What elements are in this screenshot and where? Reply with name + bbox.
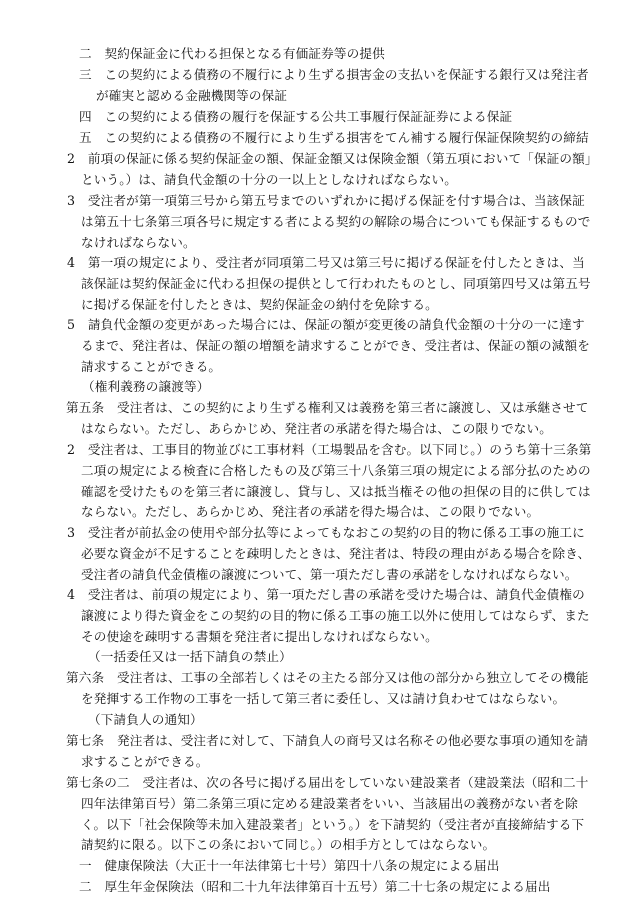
caption-article-6: （一括委任又は一括下請負の禁止） [88, 649, 292, 664]
paragraph-5: 5 請負代金額の変更があった場合には、保証の額が変更後の請負代金額の十分の一に達するまで、発注者は、保証の額の増額を請求することができ、受注者は、保証の額の減額を請求することができる。 [67, 317, 590, 374]
item-3-bank-guarantee: 三 この契約による債務の不履行により生ずる損害金の支払いを保証する銀行又は発注者が確実と認める金融機関等の保証 [79, 67, 589, 103]
item-4-bond: 四 この契約による債務の履行を保証する公共工事履行保証証券による保証 [79, 109, 513, 124]
article-5-paragraph-3: 3 受注者が前払金の使用や部分払等によってもなおこの契約の目的物に係る工事の施工に必要な資金が不足することを疎明したときは、発注者は、特段の理由がある場合を除き、受注者の請負代金債権の譲渡について、第一項ただし書の承諾をしなければならない。 [67, 525, 591, 582]
paragraph-4: 4 第一項の規定により、受注者が同項第二号又は第三号に掲げる保証を付したときは、当該保証は契約保証金に代わる担保の提供として行われたものとし、同項第四号又は第五号に掲げる保証を付したときは、契約保証金の納付を免除する。 [67, 255, 591, 312]
article-7-2-item-2: 二 厚生年金保険法（昭和二十九年法律第百十五号）第二十七条の規定による届出 [79, 879, 551, 894]
caption-article-7: （下請負人の通知） [88, 712, 203, 727]
article-7-2-item-1: 一 健康保険法（大正十一年法律第七十号）第四十八条の規定による届出 [79, 858, 500, 873]
paragraph-2: 2 前項の保証に係る契約保証金の額、保証金額又は保険金額（第五項において「保証の額」という。）は、請負代金額の十分の一以上としなければならない。 [67, 151, 592, 187]
item-2-securities: 二 契約保証金に代わる担保となる有価証券等の提供 [79, 46, 385, 61]
article-5: 第五条 受注者は、この契約により生ずる権利又は義務を第三者に譲渡し、又は承継させてはならない。ただし、あらかじめ、発注者の承諾を得た場合は、この限りでない。 [66, 400, 589, 436]
item-5-insurance: 五 この契約による債務の不履行により生ずる損害をてん補する履行保証保険契約の締結 [79, 130, 589, 145]
article-5-paragraph-4: 4 受注者は、前項の規定により、第一項ただし書の承諾を受けた場合は、請負代金債権の譲渡により得た資金をこの契約の目的物に係る工事の施工以外に使用してはならず、またその使途を疎明する書類を発注者に提出しなければならない。 [67, 587, 590, 644]
article-7-2: 第七条の二 受注者は、次の各号に掲げる届出をしていない建設業者（建設業法（昭和二十四年法律第百号）第二条第三項に定める建設業者をいい、当該届出の義務がない者を除く。以下「社会保険等未加入建設業者」という。）を下請契約（受注者が直接締結する下請契約に限る。以下この条において同じ。）の相手方としてはならない。 [66, 775, 589, 853]
article-7: 第七条 発注者は、受注者に対して、下請負人の商号又は名称その他必要な事項の通知を請求することができる。 [66, 733, 589, 769]
paragraph-3: 3 受注者が第一項第三号から第五号までのいずれかに掲げる保証を付す場合は、当該保証は第五十七条第三項各号に規定する者による契約の解除の場合についても保証するものでなければならない。 [67, 193, 591, 250]
caption-article-5: （権利義務の譲渡等） [82, 379, 210, 394]
article-6: 第六条 受注者は、工事の全部若しくはその主たる部分又は他の部分から独立してその機能を発揮する工作物の工事を一括して第三者に委任し、又は請け負わせてはならない。 [66, 670, 589, 706]
article-5-paragraph-2: 2 受注者は、工事目的物並びに工事材料（工場製品を含む。以下同じ。）のうち第十三条第二項の規定による検査に合格したもの及び第三十八条第三項の規定による部分払のための確認を受けたものを第三者に譲渡し、貸与し、又は抵当権その他の担保の目的に供してはならない。ただし、あらかじめ、発注者の承諾を得た場合は、この限りでない。 [67, 442, 592, 520]
